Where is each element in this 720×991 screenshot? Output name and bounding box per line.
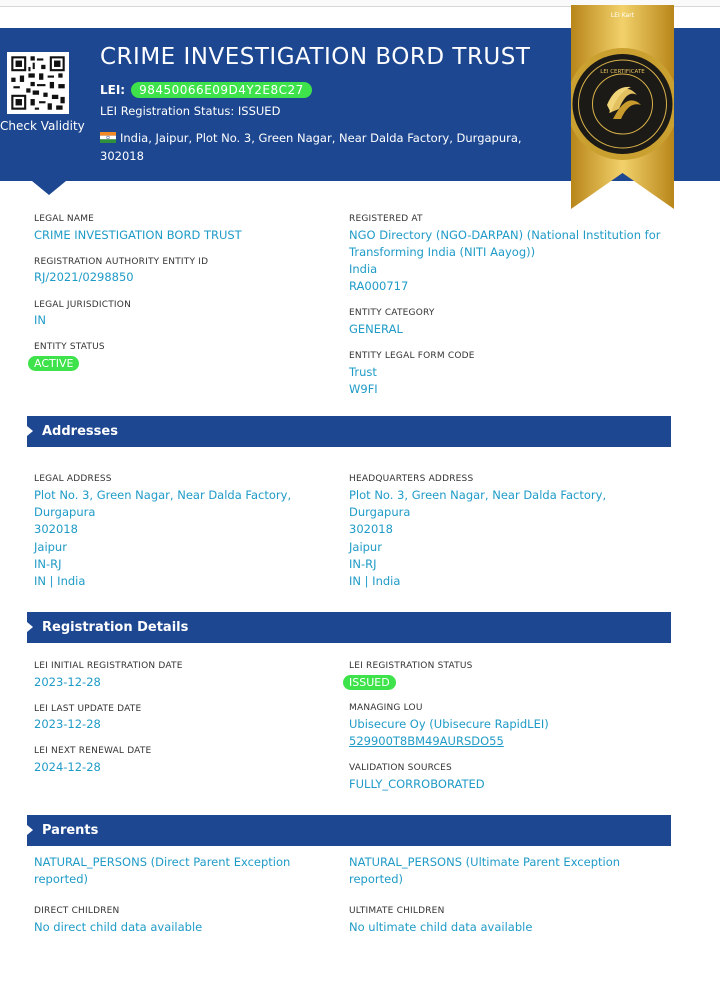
lei-status-label: LEI REGISTRATION STATUS [349, 661, 473, 671]
entity-status-label: ENTITY STATUS [34, 342, 105, 352]
entity-status-badge: ACTIVE [28, 356, 79, 371]
section-arrow-icon [27, 825, 33, 835]
lei-registration-status: LEI Registration Status: ISSUED [100, 104, 281, 118]
header-pointer [32, 181, 66, 195]
legal-address-line-4: Jaipur [34, 540, 67, 554]
india-flag-icon [100, 132, 116, 143]
legal-form-line-2: W9FI [349, 382, 378, 396]
legal-address-line-6: IN | India [34, 574, 86, 588]
legal-jurisdiction-label: LEGAL JURISDICTION [34, 300, 132, 310]
direct-parent-line-2: reported) [34, 872, 88, 886]
registration-section-header[interactable] [27, 612, 671, 643]
validation-sources-label: VALIDATION SOURCES [349, 763, 452, 773]
ultimate-parent-line-2: reported) [349, 872, 403, 886]
section-arrow-icon [27, 622, 33, 632]
next-renewal-value: 2024-12-28 [34, 760, 101, 774]
direct-children-label: DIRECT CHILDREN [34, 906, 120, 916]
parents-section-title: Parents [42, 823, 99, 838]
managing-lou-label: MANAGING LOU [349, 703, 423, 713]
direct-children-value: No direct child data available [34, 920, 203, 934]
ultimate-children-value: No ultimate child data available [349, 920, 533, 934]
managing-lou-name: Ubisecure Oy (Ubisecure RapidLEI) [349, 717, 549, 731]
ultimate-children-label: ULTIMATE CHILDREN [349, 906, 445, 916]
legal-form-label: ENTITY LEGAL FORM CODE [349, 351, 475, 361]
registered-at-line-2: Transforming India (NITI Aayog)) [349, 245, 536, 259]
hq-address-line-3: 302018 [349, 522, 393, 536]
section-arrow-icon [27, 426, 33, 436]
addresses-section-header[interactable] [27, 416, 671, 447]
check-validity-link[interactable]: Check Validity [0, 119, 85, 133]
registered-at-label: REGISTERED AT [349, 214, 423, 224]
registration-authority-label: REGISTRATION AUTHORITY ENTITY ID [34, 257, 209, 267]
managing-lou-code-link[interactable]: 529900T8BM49AURSDO55 [349, 734, 504, 748]
lei-status-value [343, 674, 396, 691]
hq-address-label: HEADQUARTERS ADDRESS [349, 474, 474, 484]
next-renewal-label: LEI NEXT RENEWAL DATE [34, 746, 152, 756]
direct-parent-line-1: NATURAL_PERSONS (Direct Parent Exception [34, 855, 291, 869]
lei-row [100, 82, 312, 98]
initial-registration-label: LEI INITIAL REGISTRATION DATE [34, 661, 183, 671]
lei-label: LEI: [100, 83, 126, 97]
registered-at-line-3: India [349, 262, 378, 276]
registration-section-title: Registration Details [42, 620, 189, 635]
ribbon-text: LEI Kart [610, 12, 635, 19]
qr-code-icon[interactable] [7, 52, 69, 114]
initial-registration-value: 2023-12-28 [34, 675, 101, 689]
lei-status-badge: ISSUED [343, 675, 396, 690]
ultimate-parent-line-1: NATURAL_PERSONS (Ultimate Parent Exception [349, 855, 621, 869]
legal-address-label: LEGAL ADDRESS [34, 474, 112, 484]
hq-address-line-4: Jaipur [349, 540, 382, 554]
validation-sources-value: FULLY_CORROBORATED [349, 777, 485, 791]
legal-name-label: LEGAL NAME [34, 214, 95, 224]
parents-section-header[interactable] [27, 815, 671, 846]
legal-address-line-2: Durgapura [34, 505, 96, 519]
page-title: CRIME INVESTIGATION BORD TRUST [100, 44, 531, 70]
legal-form-line-1: Trust [349, 365, 377, 379]
legal-jurisdiction-value: IN [34, 313, 46, 327]
legal-address-line-5: IN-RJ [34, 557, 62, 571]
hq-address-line-6: IN | India [349, 574, 401, 588]
registration-authority-value: RJ/2021/0298850 [34, 270, 134, 284]
legal-name-value: CRIME INVESTIGATION BORD TRUST [34, 228, 242, 242]
legal-address-line-3: 302018 [34, 522, 78, 536]
hq-address-line-5: IN-RJ [349, 557, 377, 571]
lei-code-badge: 98450066E09D4Y2E8C27 [131, 82, 312, 98]
hq-address-line-1: Plot No. 3, Green Nagar, Near Dalda Factory, [349, 488, 607, 502]
last-update-value: 2023-12-28 [34, 717, 101, 731]
entity-category-value: GENERAL [349, 322, 403, 336]
entity-status-value [28, 355, 79, 372]
last-update-label: LEI LAST UPDATE DATE [34, 704, 142, 714]
registered-at-line-4: RA000717 [349, 279, 409, 293]
hq-address-line-2: Durgapura [349, 505, 411, 519]
header-address-text: India, Jaipur, Plot No. 3, Green Nagar, Near Dalda Factory, Durgapura, 302018 [100, 131, 522, 163]
header-address [100, 129, 530, 165]
registered-at-line-1: NGO Directory (NGO-DARPAN) (National Institution for [349, 228, 661, 242]
legal-address-line-1: Plot No. 3, Green Nagar, Near Dalda Factory, [34, 488, 292, 502]
seal-text: LEI CERTIFICATE [600, 69, 645, 75]
entity-category-label: ENTITY CATEGORY [349, 308, 435, 318]
addresses-section-title: Addresses [42, 424, 118, 439]
certificate-seal-icon [571, 5, 674, 209]
